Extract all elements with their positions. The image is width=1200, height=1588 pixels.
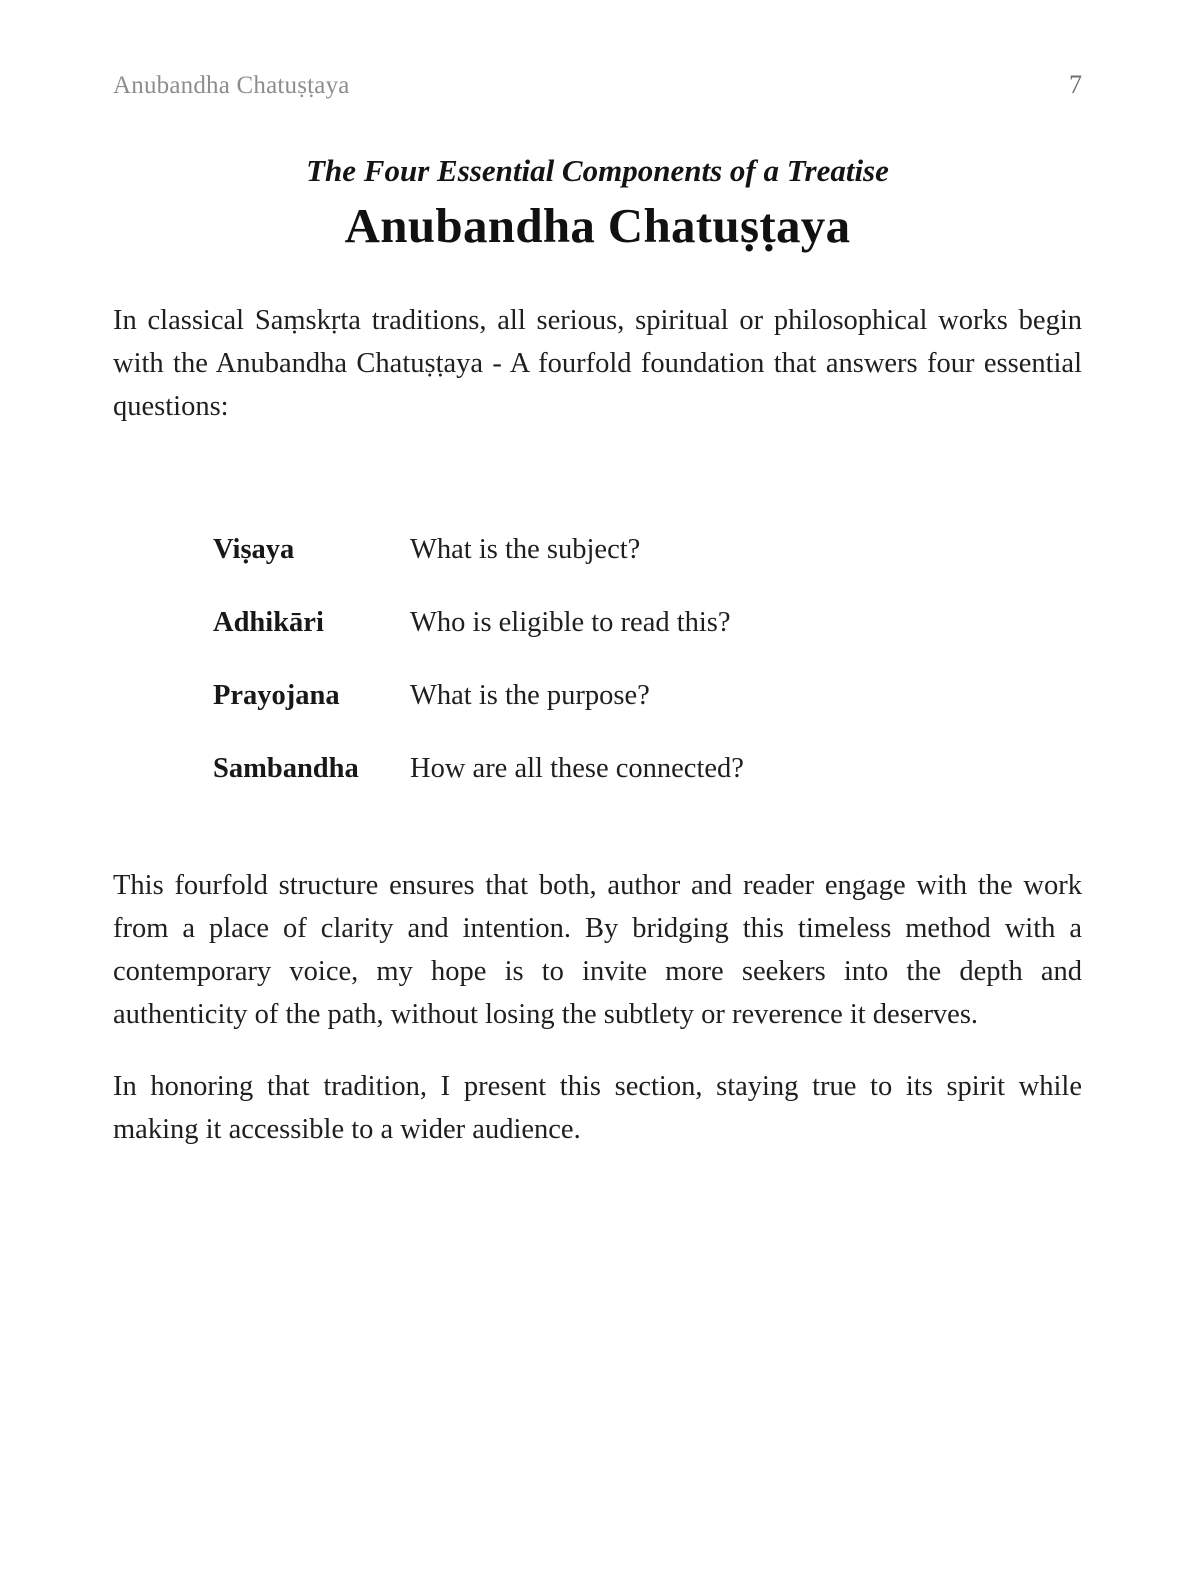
components-list: [113, 532, 1082, 786]
chapter-heading-block: [113, 151, 1082, 255]
component-question-prayojana: What is the purpose?: [410, 680, 650, 711]
chapter-title: Anubandha Chatuṣṭaya: [344, 198, 851, 253]
body-paragraph-structure: This fourfold structure ensures that both, author and reader engage with the work from a place of clarity and intention. By bridging this timeless method with a contemporary voice, my hope is to invite more seekers into the depth and authenticity of the path, without losing the subtlety or reverence it deserves.: [113, 870, 1082, 1030]
component-term-sambandha: Sambandha: [213, 753, 359, 784]
component-term-prayojana: Prayojana: [213, 680, 340, 711]
page-number: 7: [1069, 70, 1082, 99]
component-term-visaya: Viṣaya: [213, 534, 295, 565]
body-paragraph-tradition: In honoring that tradition, I present this section, staying true to its spirit while making it accessible to a wider audience.: [113, 1071, 1082, 1145]
running-header: [113, 0, 1082, 101]
chapter-subtitle: The Four Essential Components of a Treatise: [306, 153, 889, 188]
component-question-visaya: What is the subject?: [410, 534, 641, 565]
intro-paragraph: In classical Saṃskṛta traditions, all serious, spiritual or philosophical works begin with the Anubandha Chatuṣṭaya - A fourfold foundation that answers four essential questions:: [113, 305, 1082, 422]
component-question-sambandha: How are all these connected?: [410, 753, 744, 784]
component-term-adhikari: Adhikāri: [213, 607, 324, 638]
component-question-adhikari: Who is eligible to read this?: [410, 607, 731, 638]
running-header-title: Anubandha Chatuṣṭaya: [113, 72, 350, 99]
